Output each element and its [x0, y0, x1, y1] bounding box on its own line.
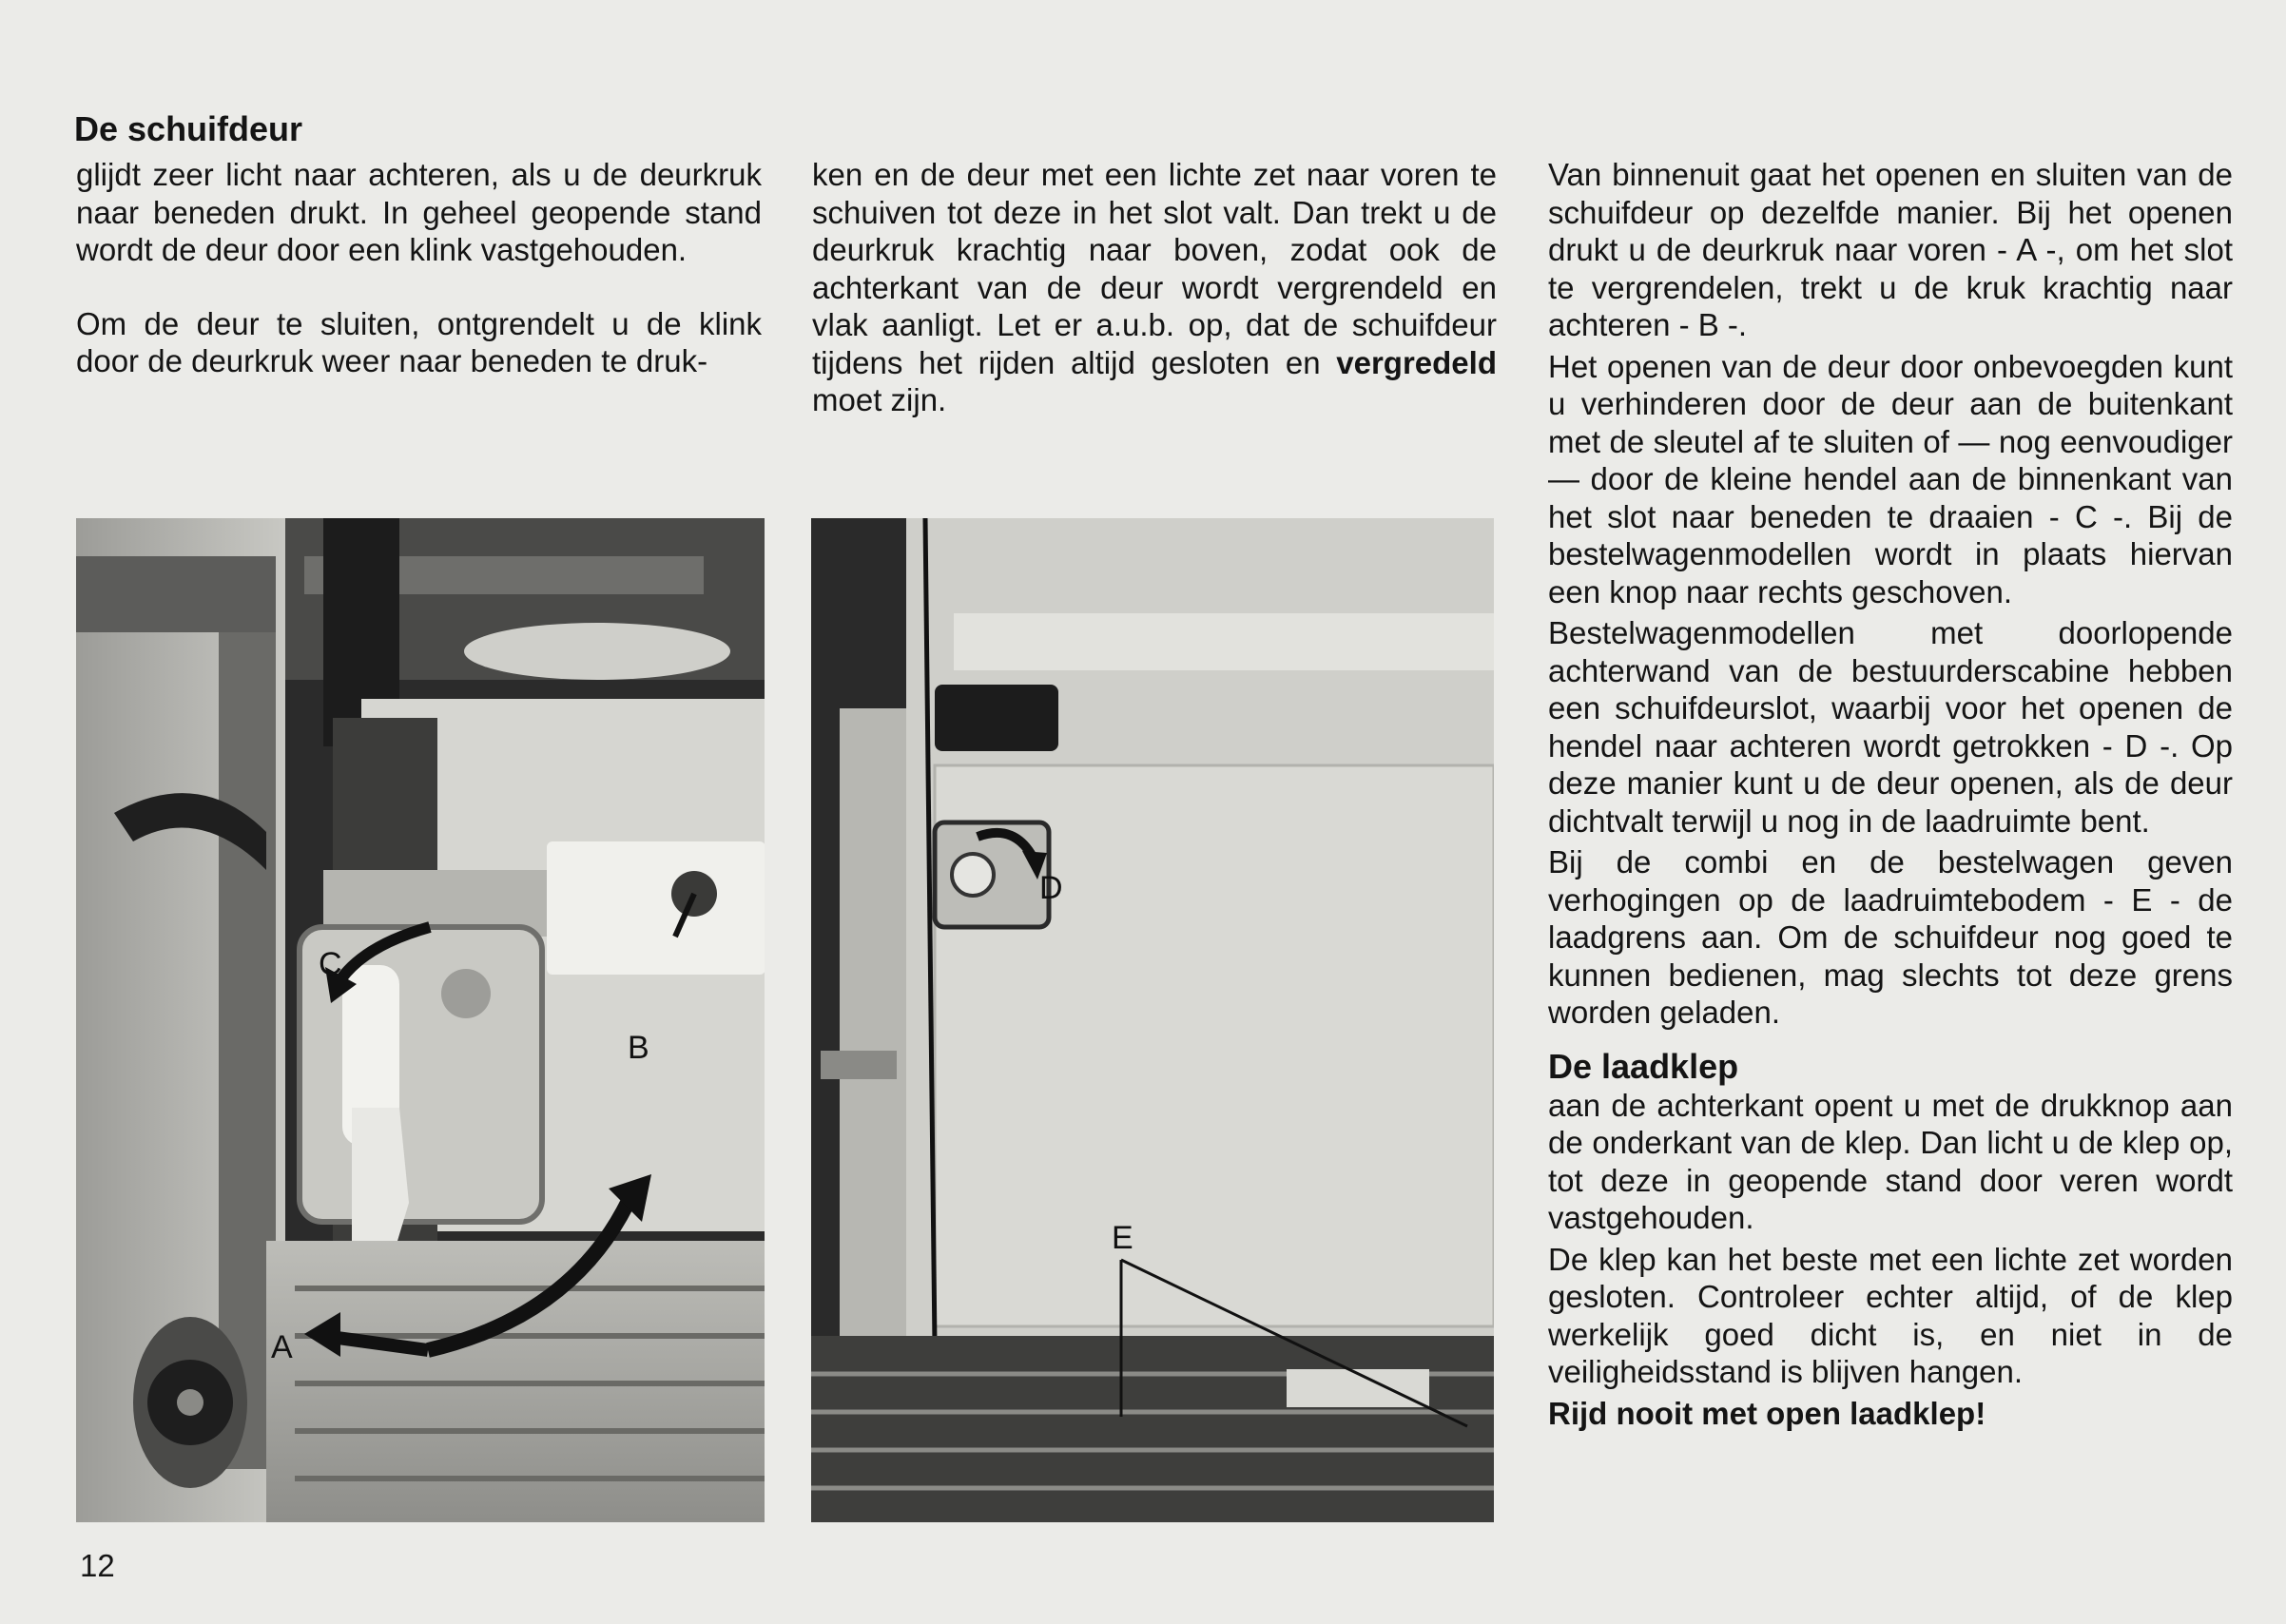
bold-word: vergredeld — [1336, 344, 1497, 380]
photo-door-handle — [76, 518, 765, 1522]
paragraph: Het openen van de deur door onbevoegden kunt u verhinderen door de deur aan de buitenkant met de sleutel af te sluiten of — nog eenvoudiger — door de kleine hendel aan de binnenkant van het slot naar beneden te draaien - C -. Bij de bestelwagenmodellen wordt in plaats hiervan een knop naar rechts geschoven. — [1548, 348, 2233, 609]
paragraph-text: moet zijn. — [812, 382, 947, 417]
paragraph: Bestelwagenmodellen met doorlopende achterwand van de bestuurderscabine hebben een schuifdeurslot, waarbij voor het openen de hendel naar achteren wordt getrokken - D -. Op deze manier kunt u de deur openen, als de deur dichtvalt terwijl u nog in de laadruimte bent. — [1548, 615, 2233, 839]
callout-label-d: D — [1039, 870, 1063, 906]
paragraph: De klep kan het beste met een lichte zet worden gesloten. Controleer echter altijd, of de klep werkelijk goed dicht is, en niet in de veiligheidsstand is blijven hangen. — [1548, 1241, 2233, 1389]
paragraph: aan de achterkant opent u met de drukknop aan de onderkant van de klep. Dan licht u de klep op, tot deze in geopende stand door veren wordt vastgehouden. — [1548, 1087, 2233, 1235]
text-column-3 — [1548, 156, 2233, 1432]
text-column-2 — [812, 156, 1497, 419]
paragraph: Van binnenuit gaat het openen en sluiten van de schuifdeur op dezelfde manier. Bij het openen drukt u de deurkruk naar voren - A -, om het slot te vergrendelen, trekt u de kruk krachtig naar achteren - B -. — [1548, 157, 2233, 342]
text-column-1 — [76, 156, 762, 380]
paragraph-text: ken en de deur met een lichte zet naar voren te schuiven tot deze in het slot valt. Dan trekt u de deurkruk krachtig naar boven, zodat ook de achterkant van de deur wordt vergrendeld en vlak aanligt. Let er a.u.b. op, dat de schuifdeur tijdens het rijden altijd gesloten en — [812, 157, 1497, 380]
section-heading-laadklep: De laadklep — [1548, 1046, 1739, 1086]
callout-label-e: E — [1112, 1220, 1133, 1256]
page-number: 12 — [80, 1548, 115, 1583]
paragraph: glijdt zeer licht naar achteren, als u de deurkruk naar beneden drukt. In geheel geopende stand wordt de deur door een klink vastgehouden. — [76, 157, 762, 267]
callout-label-a: A — [271, 1329, 293, 1365]
callout-label-c: C — [319, 946, 342, 982]
section-heading-schuifdeur: De schuifdeur — [74, 109, 303, 148]
photo-cargo-door — [811, 518, 1494, 1522]
warning-text: Rijd nooit met open laadklep! — [1548, 1395, 1986, 1431]
paragraph — [812, 156, 1497, 419]
callout-label-b: B — [628, 1030, 649, 1066]
paragraph: Bij de combi en de bestelwagen geven verhogingen op de laadruimtebodem - E - de laadgrens aan. Om de schuifdeur nog goed te kunnen bedienen, mag slechts tot deze grens worden geladen. — [1548, 844, 2233, 1030]
paragraph: Om de deur te sluiten, ontgrendelt u de klink door de deurkruk weer naar beneden te druk- — [76, 305, 762, 378]
